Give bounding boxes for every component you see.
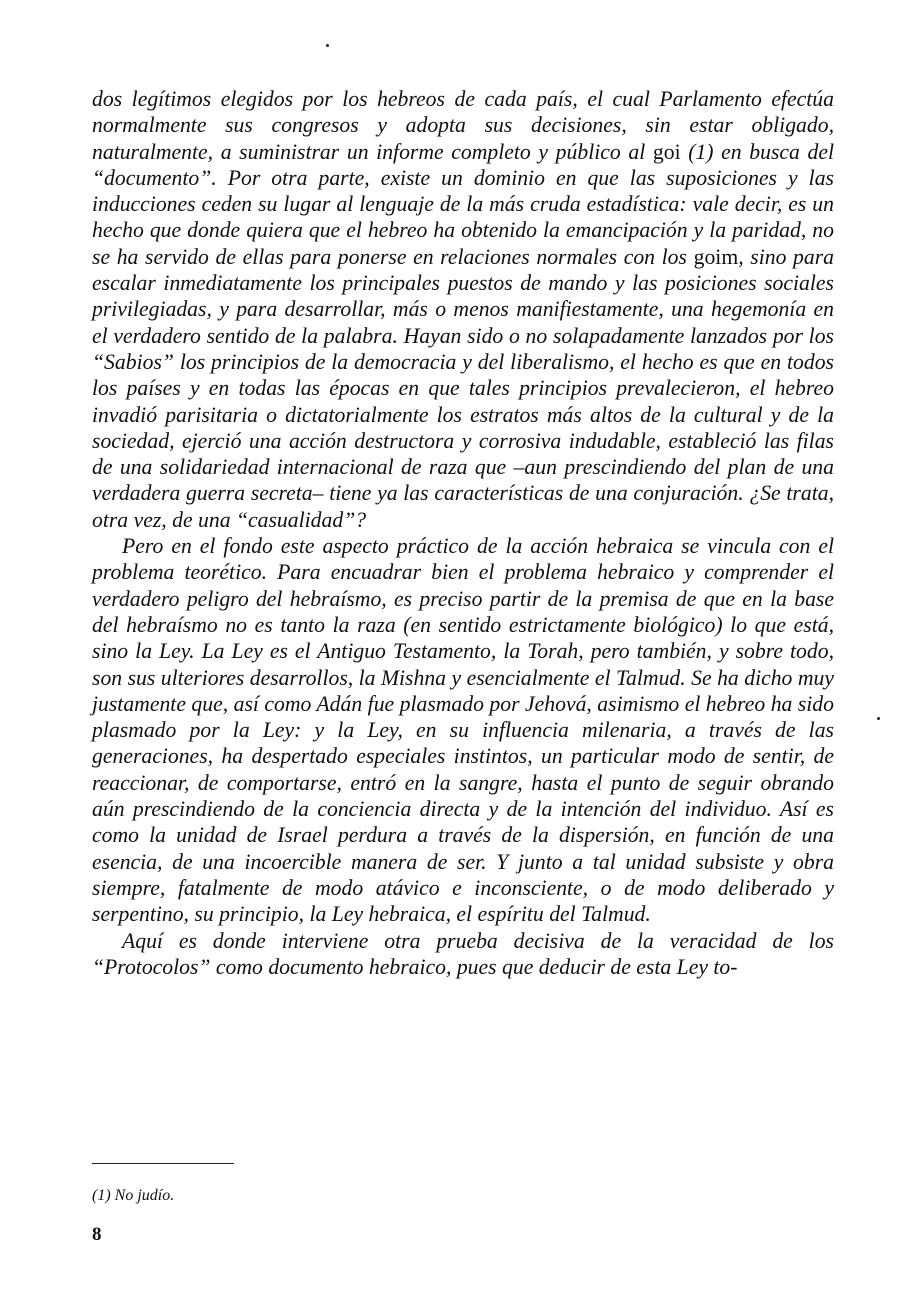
paragraph-2: Pero en el fondo este aspecto práctico de la acción hebraica se vincula con el problema teorético. Para encuadrar bien el problema hebraico y comprender el verdadero peligro del hebraísmo, es preciso partir de la premisa de que en la base del hebraísmo no es tanto la raza (en sentido estrictamente biológico) lo que está, sino la Ley. La Ley es el Antiguo Testamento, la Torah, pero también, y sobre todo, son sus ulteriores desarrollos, la Mishna y esencialmente el Talmud. Se ha dicho muy justamente que, así como Adán fue plasmado por Jehová, asimismo el hebreo ha sido plasmado por la Ley: y la Ley, en su influencia milenaria, a través de las generaciones, ha despertado especiales instintos, un particular modo de sentir, de reaccionar, de comportarse, entró en la sangre, hasta el punto de seguir obrando aún prescindiendo de la conciencia directa y de la intención del individuo. Así es como la unidad de Israel perdura a través de la dispersión, en función de una esencia, de una incoercible manera de ser. Y junto a tal unidad subsiste y obra siempre, fatalmente de modo atávico e inconsciente, o de modo deliberado y serpentino, su principio, la Ley hebraica, el espíritu del Talmud. — [92, 534, 834, 927]
paragraph-1-part-2: (1) en busca del “documento”. Por otra parte, existe un dominio en que las suposiciones y las inducciones ceden su lugar al lenguaje de la más cruda estadística: vale decir, es un hecho que donde quiera que el hebreo ha obtenido la emancipación y la paridad, no se ha servido de ellas para ponerse en relaciones normales con los — [92, 139, 834, 269]
paragraph-1 — [92, 86, 834, 533]
footnote: (1) No judío. — [92, 1187, 175, 1204]
term-goi: goi — [652, 139, 681, 164]
paragraph-1-part-3: , sino para escalar inmediatamente los principales puestos de mando y las posiciones sociales privilegiadas, y para desarrollar, más o menos manifiestamente, una hegemonía en el verdadero sentido de la palabra. Hayan sido o no solapadamente lanzados por los “Sabios” los principios de la democracia y del liberalismo, el hecho es que en todos los países y en todas las épocas en que tales principios prevalecieron, el hebreo invadió parisitaria o dictatorialmente los estratos más altos de la cultural y de la sociedad, ejerció una acción destructora y corrosiva indudable, estableció las filas de una solidariedad internacional de raza que –aun prescindiendo del plan de una verdadera guerra secreta– tiene ya las características de una conjuración. ¿Se trata, otra vez, de una “casualidad”? — [92, 244, 835, 532]
paragraph-3: Aquí es donde interviene otra prueba decisiva de la veracidad de los “Protocolos” como documento hebraico, pues que deducir de esta Ley to- — [92, 928, 834, 979]
page-number: 8 — [92, 1224, 102, 1245]
body-text — [92, 86, 834, 980]
scan-speck — [877, 717, 880, 720]
scan-speck — [326, 44, 329, 47]
footnote-divider — [92, 1163, 234, 1164]
term-goim: goim — [693, 244, 739, 269]
paragraph-1-part-1: dos legítimos elegidos por los hebreos de cada país, el cual Parlamento efectúa normalmente sus congresos y adopta sus decisiones, sin estar obligado, naturalmente, a suministrar un informe completo y público al — [92, 87, 834, 164]
